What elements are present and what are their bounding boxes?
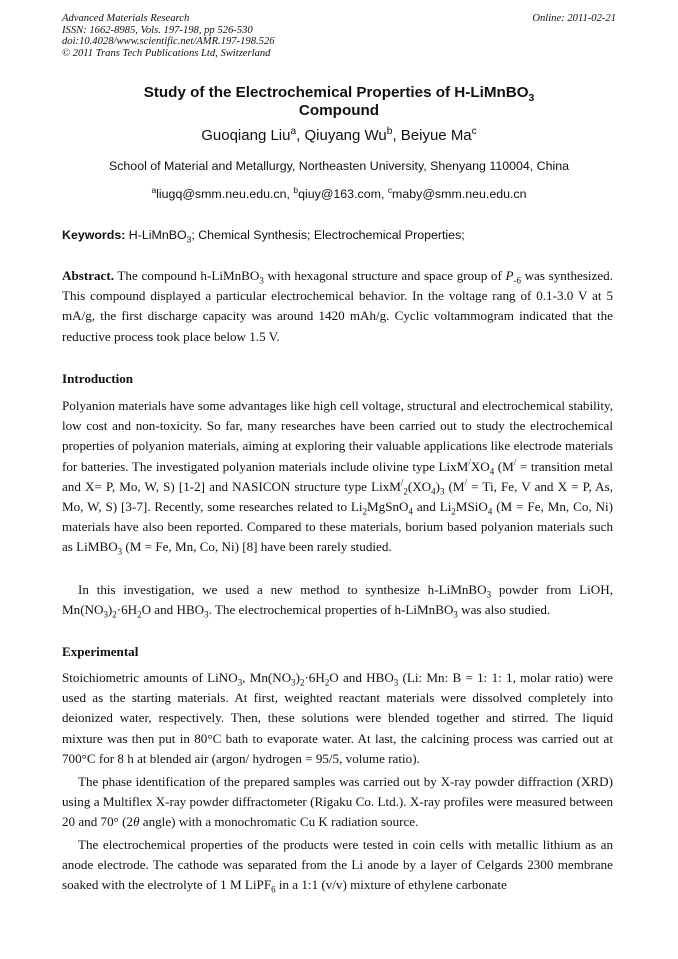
body-text: = transition metal and X= P, Mo, W, S) [1-2] and NASICON structure type LixM — [62, 458, 614, 494]
email-mark: a — [151, 184, 157, 195]
introduction-paragraph-1 — [62, 396, 613, 558]
affiliation: School of Material and Metallurgy, Northeasten University, Shenyang 110004, China — [108, 159, 570, 173]
body-text: O and HBO — [141, 602, 205, 618]
body-text: = Ti, Fe, V and X = P, As, Mo, W, S) [3-7]. Recently, some researches related to Li — [62, 478, 613, 515]
body-text: MgSnO — [367, 499, 409, 515]
body-text: ) — [295, 670, 300, 685]
title-line-1 — [0, 84, 678, 105]
body-text: (XO — [407, 478, 432, 494]
body-text: The electrochemical properties of the products were tested in coin cells with metallic lithium as an anode electrode. The cathode was separated from the Li anode by a layer of Celgards 2300 membrane soaked with the electrolyte of 1 M LiPF — [62, 837, 613, 893]
email-separator: , — [286, 187, 294, 201]
body-subscript: 3 — [237, 677, 243, 688]
abstract-text: with hexagonal structure and space group of — [263, 268, 506, 283]
body-subscript: 2 — [112, 609, 117, 620]
body-text: Polyanion materials have some advantages like high cell voltage, structural and electrochemical stability, low cost and non-toxicity. So far, many researches have been carried out to study the electrochemical properties of polyanion materials, aiming at exploring their valuable applications like electrode materials for batteries. The investigated polyanion materials include olivine type LixM — [62, 398, 613, 474]
body-subscript: 2 — [324, 677, 330, 688]
abstract — [62, 266, 613, 347]
body-superscript: / — [468, 457, 471, 468]
theta-symbol: θ — [133, 814, 140, 830]
body-text: was also studied. — [457, 602, 551, 618]
body-subscript: 3 — [117, 547, 123, 558]
body-subscript: 3 — [291, 677, 296, 688]
body-subscript: 3 — [204, 609, 209, 620]
body-text: In this investigation, we used a new method to synthesize h-LiMnBO — [78, 582, 487, 597]
body-text: in a 1:1 (v/v) mixture of ethylene carbonate — [275, 877, 507, 893]
body-subscript: 4 — [408, 506, 413, 517]
paper-title — [0, 84, 678, 120]
body-subscript: 4 — [487, 506, 493, 517]
author-mark: b — [386, 126, 393, 137]
title-text: Study of the Electrochemical Properties of H-LiMnBO — [143, 84, 529, 101]
body-text: angle) with a monochromatic Cu K radiation source. — [139, 814, 419, 830]
keywords-text: H-LiMnBO — [125, 228, 187, 242]
body-text: ·6H — [116, 602, 138, 618]
keywords-subscript: 3 — [186, 234, 192, 245]
abstract-text: was synthesized. This compound displayed a particular electrochemical behavior. In the voltage rang of 0.1-3.0 V at 5 mA/g, the first discharge capacity was around 1420 mAh/g. Cyclic voltammogram indicated that the reductive process took place below 1.5 V. — [62, 268, 613, 344]
abstract-italic: P — [505, 268, 514, 283]
introduction-heading: Introduction — [62, 371, 134, 386]
body-text: XO — [470, 458, 490, 474]
abstract-text: The compound h-LiMnBO — [114, 268, 260, 283]
body-text: ) — [107, 602, 113, 618]
body-text: (Li: Mn: B = 1: 1: 1, molar ratio) were used as the starting materials. At first, weighted reactant materials were dissolved completely into deionized water, respectively. Then, these solutions were blended together and stirred. The liquid mixture was then put in 80°C bath to evaporate water. At last, the calcining process was carried out at 700°C for 8 h at blended air (argon/ hydrogen = 95/5, volume ratio). — [62, 670, 613, 766]
keywords-label: Keywords: — [62, 228, 126, 242]
body-subscript: 2 — [451, 506, 456, 517]
body-text: powder from LiOH, Mn(NO — [62, 582, 613, 618]
body-subscript: 2 — [403, 486, 408, 497]
body-superscript: / — [464, 477, 468, 488]
body-superscript: / — [513, 457, 517, 468]
email-address: liugq@smm.neu.edu.cn — [156, 187, 287, 201]
email-separator: , — [380, 187, 388, 201]
body-text: (M = Fe, Mn, Co, Ni) materials have also been reported. Compared to these materials, borium based polyanion materials such as LiMBO — [62, 499, 614, 555]
body-text: , Mn(NO — [242, 670, 292, 685]
doi-line: doi:10.4028/www.scientific.net/AMR.197-198.526 — [62, 36, 275, 48]
author-separator: , — [392, 127, 401, 144]
abstract-subscript: -6 — [513, 275, 521, 286]
author-name: Beiyue Ma — [400, 127, 472, 144]
body-subscript: 3 — [103, 609, 108, 620]
author-name: Guoqiang Liu — [201, 127, 291, 144]
body-text: MSiO — [455, 499, 488, 515]
body-subscript: 3 — [453, 609, 458, 620]
title-line-2: Compound — [298, 102, 380, 119]
author-mark: c — [471, 126, 477, 137]
body-superscript: / — [400, 477, 404, 488]
journal-header — [62, 13, 616, 59]
body-subscript: 6 — [271, 885, 276, 896]
body-subscript: 2 — [137, 609, 142, 620]
author-list — [0, 127, 678, 144]
email-address: qiuy@163.com — [298, 187, 381, 201]
body-text: . The electrochemical properties of h-LiMnBO — [208, 602, 454, 618]
keywords — [62, 228, 618, 245]
body-subscript: 2 — [362, 506, 368, 517]
body-text: (M — [494, 458, 514, 474]
email-mark: c — [387, 184, 393, 195]
copyright-line: © 2011 Trans Tech Publications Ltd, Switzerland — [62, 47, 271, 59]
author-name: Qiuyang Wu — [304, 127, 387, 144]
body-subscript: 4 — [431, 486, 436, 497]
body-text: (M — [444, 478, 465, 494]
email-list — [0, 184, 678, 201]
email-mark: b — [293, 184, 299, 195]
body-subscript: 4 — [489, 466, 495, 477]
author-mark: a — [290, 126, 297, 137]
body-text: Stoichiometric amounts of LiNO — [62, 670, 238, 685]
experimental-paragraph-2 — [62, 772, 613, 833]
title-subscript: 3 — [528, 93, 535, 105]
abstract-subscript: 3 — [259, 275, 264, 286]
author-separator: , — [296, 127, 305, 144]
body-subscript: 3 — [393, 677, 399, 688]
introduction-paragraph-2 — [62, 580, 613, 620]
body-text: ) — [435, 478, 440, 494]
online-date: Online: 2011-02-21 — [532, 13, 616, 24]
body-text: and Li — [412, 499, 452, 515]
body-text: O and HBO — [329, 670, 394, 685]
body-text: The phase identification of the prepared samples was carried out by X-ray powder diffraction (XRD) using a Multiflex X-ray powder diffractometer (Rigaku Co. Ltd.). X-ray profiles were measured between 20 and 70° (2 — [62, 774, 613, 830]
body-subscript: 2 — [299, 677, 305, 688]
issn-line: ISSN: 1662-8985, Vols. 197-198, pp 526-530 — [62, 24, 253, 36]
experimental-heading: Experimental — [62, 644, 139, 659]
experimental-paragraph-3 — [62, 835, 613, 896]
body-text: ·6H — [304, 670, 325, 685]
body-text: (M = Fe, Mn, Co, Ni) [8] have been rarely studied. — [122, 539, 392, 555]
body-subscript: 3 — [439, 486, 445, 497]
experimental-paragraph-1 — [62, 668, 613, 769]
keywords-text: ; Chemical Synthesis; Electrochemical Properties; — [191, 228, 465, 242]
abstract-label: Abstract. — [62, 268, 114, 283]
journal-name: Advanced Materials Research — [62, 13, 190, 24]
body-subscript: 3 — [486, 589, 492, 600]
email-address: maby@smm.neu.edu.cn — [392, 187, 527, 201]
